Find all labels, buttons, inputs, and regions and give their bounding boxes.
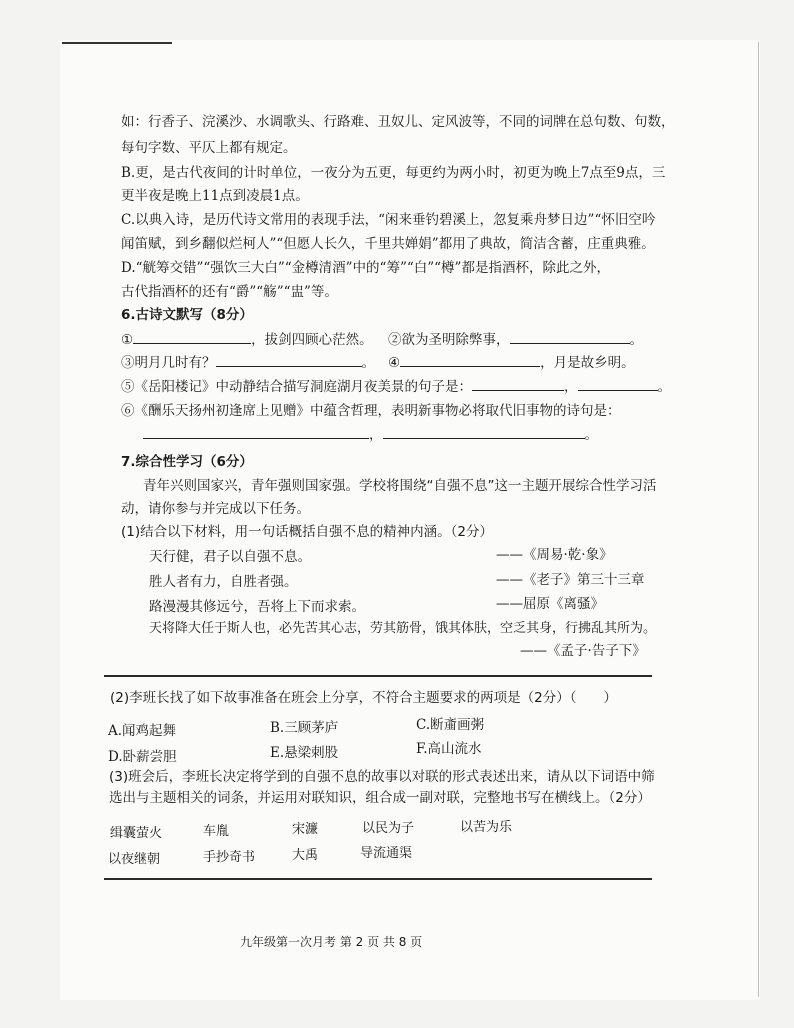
item-number: ④ <box>388 355 401 371</box>
item-text: ③明月几时有？ <box>121 355 216 371</box>
option-d[interactable]: D.卧薪尝胆 <box>108 749 177 765</box>
word-option: 导流通渠 <box>360 846 413 861</box>
task-1-prompt: (1)结合以下材料，用一句话概括自强不息的精神内涵。（2分） <box>121 524 493 540</box>
intro-text: 动，请你参与并完成以下任务。 <box>121 501 310 517</box>
answer-blank[interactable] <box>383 424 585 439</box>
quote-source: ——《老子》第三十三章 <box>496 572 645 588</box>
answer-blank[interactable] <box>143 424 369 439</box>
option-b-line: B.更，是古代夜间的计时单位，一夜分为五更，每更约为两小时，初更为晚上7点至9点，三 <box>121 165 666 181</box>
quote-source: ——屈原《离骚》 <box>496 596 604 612</box>
quote-text: 路漫漫其修远兮，吾将上下而求索。 <box>149 599 365 615</box>
option-c[interactable]: C.断齑画粥 <box>416 717 485 733</box>
recitation-item-6-answers: ， 。 <box>143 424 598 445</box>
word-option: 以苦为乐 <box>460 820 513 835</box>
quote-text: 天将降大任于斯人也，必先苦其心志，劳其筋骨，饿其体肤，空乏其身，行拂乱其所为。 <box>149 621 657 636</box>
recitation-item-6: ⑥《酬乐天扬州初逢席上见赠》中蕴含哲理，表明新事物必将取代旧事物的诗句是： <box>121 403 621 419</box>
option-c-line: C.以典入诗，是历代诗文常用的表现手法，“闲来垂钓碧溪上，忽复乘舟梦日边”“怀旧空吟 <box>121 212 656 228</box>
word-option: 宋濂 <box>292 822 319 837</box>
recitation-item-5: ⑤《岳阳楼记》中动静结合描写洞庭湖月夜美景的句子是： ， 。 <box>121 376 671 397</box>
top-border <box>62 42 172 44</box>
item-number: ① <box>121 332 134 348</box>
option-b-line: 更半夜是晚上11点到凌晨1点。 <box>121 188 309 204</box>
option-d-line: 古代指酒杯的还有“爵”“觞”“盅”等。 <box>121 284 338 300</box>
word-option: 大禹 <box>292 848 319 863</box>
intro-text: 青年兴则国家兴，青年强则国家强。学校将围绕“自强不息”这一主题开展综合性学习活 <box>143 478 657 494</box>
text-line: 每句字数、平仄上都有规定。 <box>121 140 297 156</box>
task-3-prompt: (3)班会后，李班长决定将学到的自强不息的故事以对联的形式表述出来，请从以下词语中筛 <box>109 769 655 785</box>
question-title: 6.古诗文默写（8分） <box>121 307 253 323</box>
recitation-item-4 <box>388 352 635 373</box>
task-3-prompt: 选出与主题相关的词条，并运用对联知识，组合成一副对联，完整地书写在横线上。（2分） <box>109 790 651 806</box>
divider <box>104 675 652 677</box>
text-line: 如：行香子、浣溪沙、水调歌头、行路难、丑奴儿、定风波等，不同的词牌在总句数、句数， <box>121 114 675 130</box>
answer-blank[interactable] <box>133 329 251 344</box>
answer-blank[interactable] <box>578 376 658 391</box>
task-2-prompt: (2)李班长找了如下故事准备在班会上分享，不符合主题要求的两项是（2分）（ ） <box>110 690 617 706</box>
item-text: ，月是故乡明。 <box>540 355 635 371</box>
word-option: 以民为子 <box>362 821 415 836</box>
question-title: 7.综合性学习（6分） <box>121 454 253 470</box>
item-text: ⑤《岳阳楼记》中动静结合描写洞庭湖月夜美景的句子是： <box>121 379 472 395</box>
item-text: ②欲为圣明除弊事， <box>388 332 510 348</box>
word-option: 手抄奇书 <box>203 850 256 865</box>
option-e[interactable]: E.悬梁刺股 <box>270 745 339 761</box>
page-edge <box>758 42 759 997</box>
option-f[interactable]: F.高山流水 <box>416 741 482 757</box>
recitation-item-1 <box>121 329 373 350</box>
answer-blank[interactable] <box>400 352 540 367</box>
answer-blank[interactable] <box>472 376 564 391</box>
recitation-item-3: ③明月几时有？ 。 <box>121 352 375 373</box>
item-text: ，拔剑四顾心茫然。 <box>251 332 373 348</box>
quote-text: 胜人者有力，自胜者强。 <box>149 574 298 590</box>
recitation-item-2: ②欲为圣明除弊事， 。 <box>388 329 643 350</box>
answer-line[interactable] <box>104 878 652 880</box>
option-b[interactable]: B.三顾茅庐 <box>270 720 339 736</box>
quote-source: ——《孟子·告子下》 <box>520 643 646 659</box>
option-d-line: D.“觥筹交错”“强饮三大白”“金樽清酒”中的“筹”“白”“樽”都是指酒杯，除此之外， <box>121 260 610 276</box>
word-option: 以夜继朝 <box>108 852 161 867</box>
option-a[interactable]: A.闻鸡起舞 <box>108 723 177 739</box>
page-footer: 九年级第一次月考 第 2 页 共 8 页 <box>240 935 423 949</box>
quote-source: ——《周易·乾·象》 <box>496 547 613 563</box>
answer-blank[interactable] <box>510 329 630 344</box>
word-option: 缉囊萤火 <box>110 826 163 841</box>
option-c-line: 闻笛赋，到乡翻似烂柯人”“但愿人长久，千里共婵娟”都用了典故，简洁含蓄，庄重典雅。 <box>121 236 655 252</box>
word-option: 车胤 <box>203 824 230 839</box>
quote-text: 天行健，君子以自强不息。 <box>149 549 311 565</box>
answer-blank[interactable] <box>216 352 362 367</box>
